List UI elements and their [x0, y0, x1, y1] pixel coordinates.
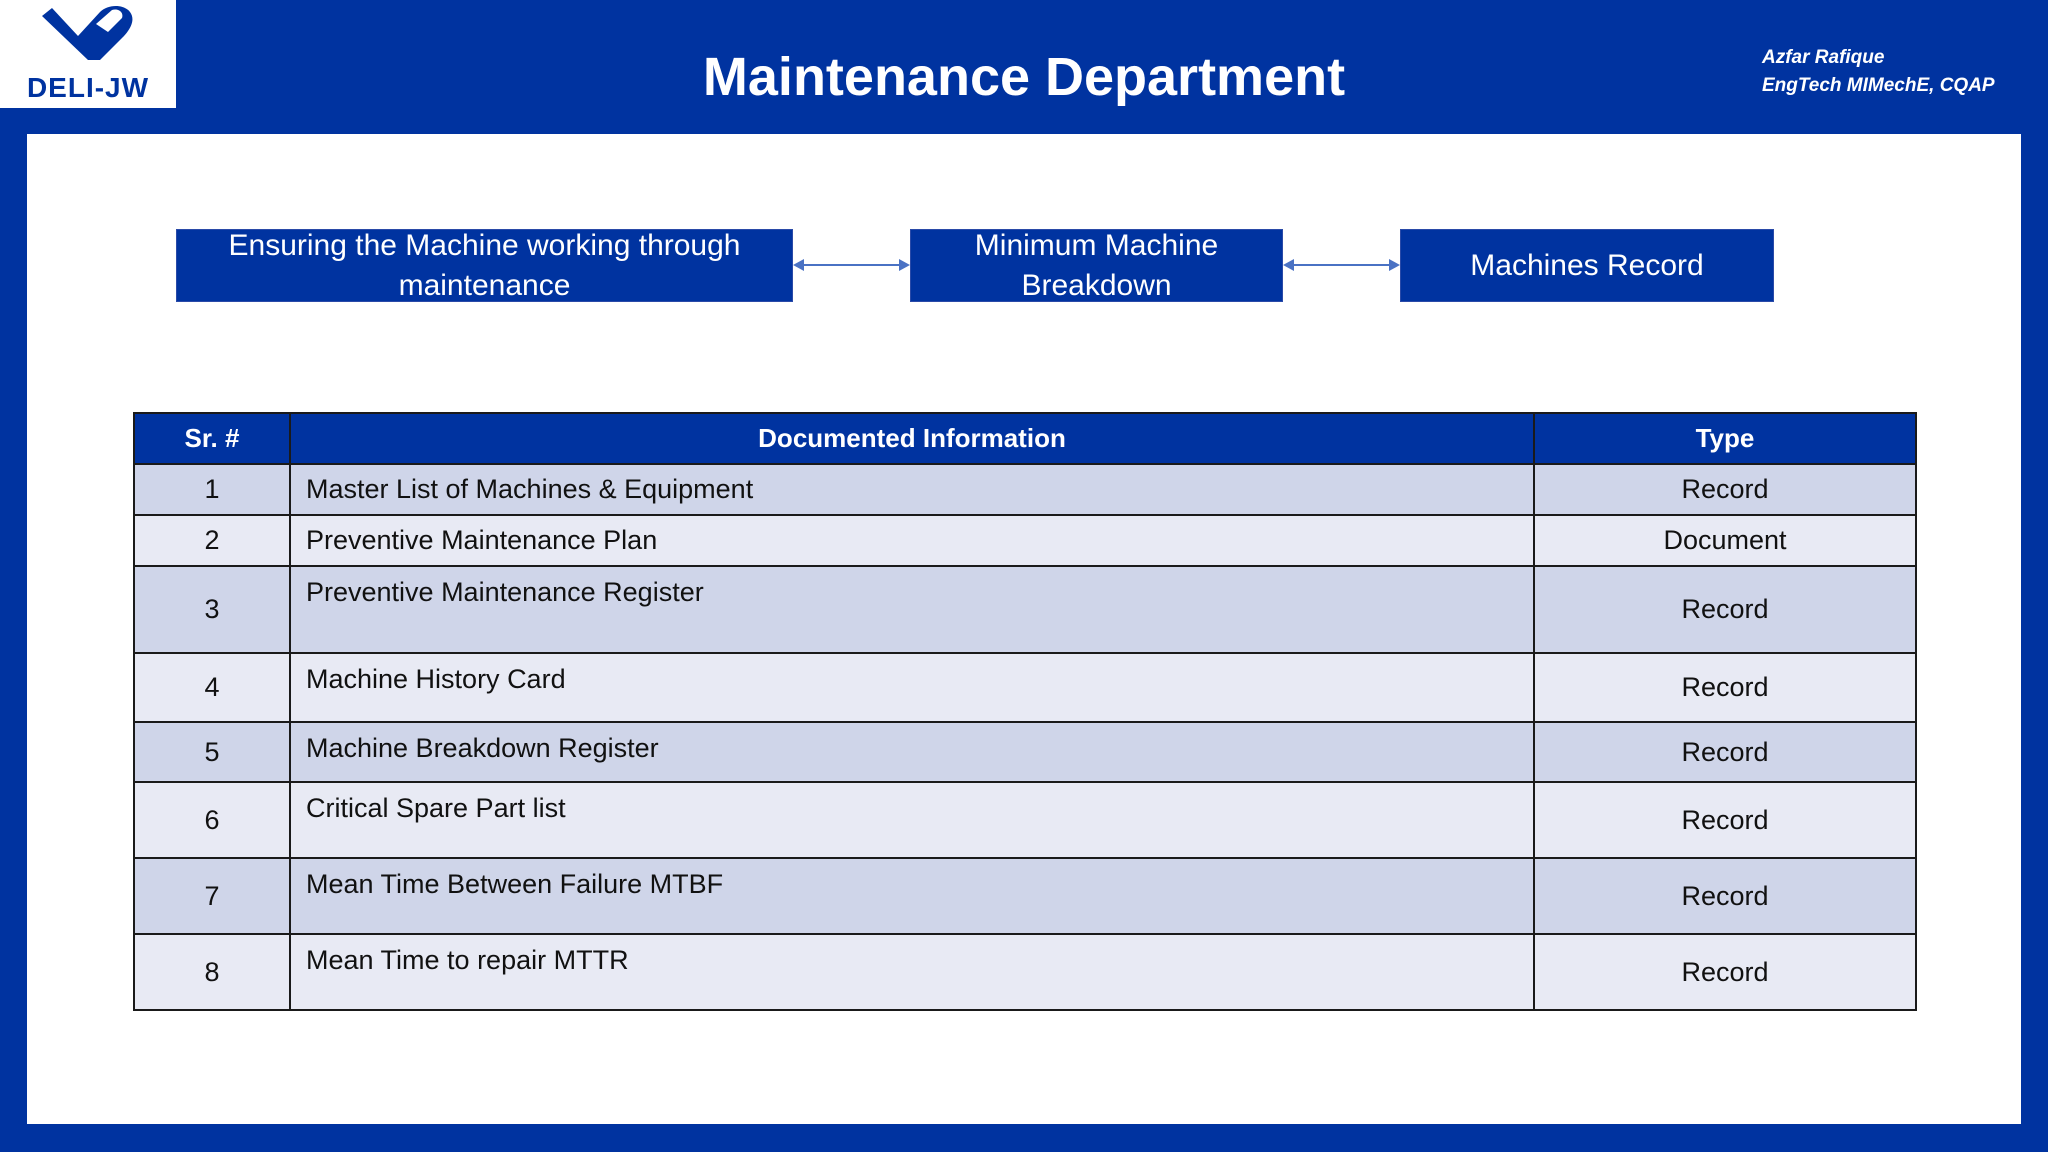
author-credentials: EngTech MIMechE, CQAP: [1762, 75, 1995, 96]
table-header-row: [134, 413, 1916, 464]
row-sr: 7: [134, 858, 290, 934]
flow-box-records-label: Machines Record: [1470, 248, 1704, 282]
row-type: Document: [1534, 515, 1916, 566]
table-row: [134, 722, 1916, 782]
table-row: [134, 653, 1916, 722]
row-info: Mean Time Between Failure MTBF: [290, 858, 1534, 934]
row-sr: 6: [134, 782, 290, 858]
double-arrow-2: [1283, 255, 1400, 275]
page-title: Maintenance Department: [702, 47, 1346, 107]
row-type: Record: [1534, 782, 1916, 858]
double-arrow-1: [793, 255, 910, 275]
row-info: Master List of Machines & Equipment: [290, 464, 1534, 515]
table-row: [134, 934, 1916, 1010]
row-info: Critical Spare Part list: [290, 782, 1534, 858]
row-sr: 2: [134, 515, 290, 566]
author-block: [1762, 44, 1995, 100]
author-name: Azfar Rafique: [1762, 47, 1885, 68]
table-row: [134, 464, 1916, 515]
table-row: [134, 858, 1916, 934]
flow-box-maintenance: [176, 229, 793, 302]
flow-box-records: [1400, 229, 1774, 302]
row-type: Record: [1534, 722, 1916, 782]
row-sr: 4: [134, 653, 290, 722]
header-type: Type: [1534, 413, 1916, 464]
header-documented-information: Documented Information: [290, 413, 1534, 464]
row-sr: 1: [134, 464, 290, 515]
row-type: Record: [1534, 858, 1916, 934]
row-sr: 5: [134, 722, 290, 782]
row-type: Record: [1534, 934, 1916, 1010]
row-info: Machine Breakdown Register: [290, 722, 1534, 782]
row-info: Preventive Maintenance Register: [290, 566, 1534, 653]
flow-box-breakdown-label: Minimum Machine Breakdown: [974, 228, 1219, 302]
documented-information-table: [133, 412, 1917, 1011]
row-info: Preventive Maintenance Plan: [290, 515, 1534, 566]
row-info: Mean Time to repair MTTR: [290, 934, 1534, 1010]
table-row: [134, 566, 1916, 653]
row-type: Record: [1534, 464, 1916, 515]
row-type: Record: [1534, 653, 1916, 722]
table-row: [134, 515, 1916, 566]
flow-box-maintenance-label: Ensuring the Machine working through maintenance: [228, 228, 741, 302]
row-info: Machine History Card: [290, 653, 1534, 722]
header-sr: Sr. #: [134, 413, 290, 464]
row-sr: 3: [134, 566, 290, 653]
row-sr: 8: [134, 934, 290, 1010]
logo-text: DELI-JW: [26, 72, 150, 103]
row-type: Record: [1534, 566, 1916, 653]
table-row: [134, 782, 1916, 858]
flow-box-breakdown: [910, 229, 1283, 302]
